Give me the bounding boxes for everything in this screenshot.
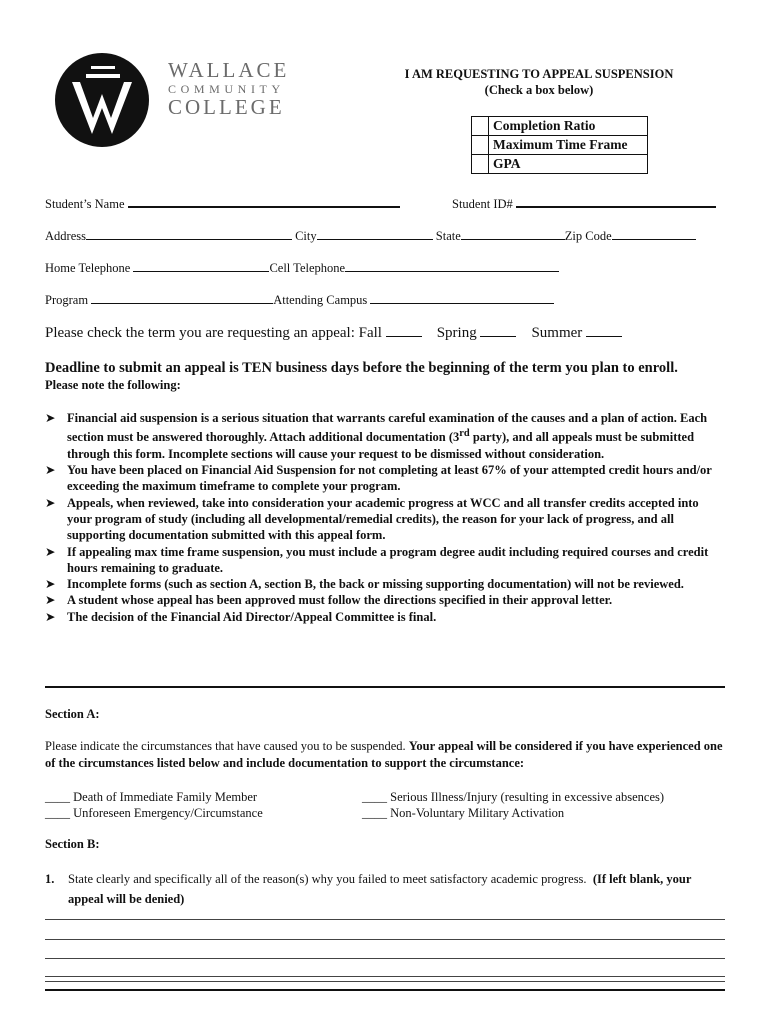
state-field[interactable] [461,228,565,240]
page-bottom-rule [45,989,725,991]
college-name-line2: COMMUNITY [168,82,285,96]
program-row [45,292,554,308]
term-row [45,325,622,342]
please-note-heading: Please note the following: [45,378,181,392]
completion-ratio-checkbox[interactable] [472,117,489,136]
question-1-warning: (If left blank, your appeal will be denied) [68,872,692,906]
circumstance-death[interactable]: ____ Death of Immediate Family Member [45,790,258,804]
gpa-label: GPA [489,155,648,174]
arrow-bullet-icon: ➤ [45,463,56,478]
cell-phone-field[interactable] [345,260,559,272]
gpa-checkbox[interactable] [472,155,489,174]
college-name [168,60,289,118]
suspension-type-checklist [471,116,648,174]
arrow-bullet-icon: ➤ [45,609,56,624]
student-name-row [45,195,400,212]
question-1 [45,869,725,909]
summer-term-field[interactable] [586,325,622,337]
student-id-row [452,195,716,212]
list-item: ➤ A student whose appeal has been approved must follow the directions specified in their approval letter. [45,593,613,608]
college-logo [54,52,150,148]
college-name-line1: WALLACE [168,58,290,82]
answer-line[interactable] [45,976,725,977]
circumstance-emergency[interactable]: ____ Unforeseen Emergency/Circumstance [45,806,263,820]
completion-ratio-label: Completion Ratio [489,117,648,136]
appeal-title: I AM REQUESTING TO APPEAL SUSPENSION [404,67,674,81]
student-name-label: Student’s Name [45,197,125,211]
question-1-number: 1. [45,872,55,886]
list-item: ➤ You have been placed on Financial Aid Suspension for not completing at least 67% of your attempted credit hours and/or exceeding the maximum timeframe to complete your program. [45,463,712,494]
address-row [45,228,696,244]
address-label: Address [45,229,86,243]
student-id-label: Student ID# [452,197,513,211]
answer-line[interactable] [45,981,725,982]
telephone-row [45,260,559,276]
fall-term-field[interactable] [386,325,422,337]
summer-label: Summer [531,325,583,341]
attending-campus-label: Attending Campus [273,293,368,307]
maximum-time-frame-checkbox[interactable] [472,136,489,155]
list-item: ➤ Financial aid suspension is a serious situation that warrants careful examination of the causes and a plan of action. Each section must be answered thoroughly. Attach additional documentation (3rd party), and all appeals must be submitted through this form. Incomplete sections will cause your request to be dismissed without consideration. [45,411,708,461]
question-1-text: State clearly and specifically all of the reason(s) why you failed to meet satisfactory academic progress. [68,872,587,886]
state-label: State [435,229,461,243]
spring-label: Spring [436,325,477,341]
arrow-bullet-icon: ➤ [45,593,56,608]
answer-line[interactable] [45,958,725,959]
notes-list [45,410,725,625]
arrow-bullet-icon: ➤ [45,577,56,592]
appeal-subtitle: (Check a box below) [484,83,594,97]
list-item: ➤ Appeals, when reviewed, take into consideration your academic progress at WCC and all transfer credits accepted into your program of study (including all developmental/remedial credits), the reason for your lack of progress, and all supporting documentation submitted with this appeal form. [45,495,699,543]
circumstance-illness[interactable]: ____ Serious Illness/Injury (resulting in excessive absences) [362,790,665,804]
circumstance-military[interactable]: ____ Non-Voluntary Military Activation [362,806,565,820]
appeal-title-block [380,66,698,98]
arrow-bullet-icon: ➤ [45,495,56,510]
answer-line[interactable] [45,939,725,940]
section-divider [45,686,725,688]
cell-phone-label: Cell Telephone [269,261,346,275]
section-a-heading: Section A: [45,707,100,721]
section-a-intro-bold: Your appeal will be considered if you have experienced one of the circumstances listed below and include documentation to support the circumstance: [45,739,723,770]
arrow-bullet-icon: ➤ [45,411,56,425]
student-name-field[interactable] [128,195,400,208]
section-b-heading: Section B: [45,837,100,851]
deadline-notice: Deadline to submit an appeal is TEN business days before the beginning of the term you plan to enroll. [45,360,678,376]
college-name-line3: COLLEGE [168,95,285,119]
section-a-intro [45,738,725,772]
list-item: ➤ If appealing max time frame suspension, you must include a program degree audit including required courses and credit hours remaining to graduate. [45,544,709,575]
arrow-bullet-icon: ➤ [45,544,56,559]
list-item: ➤ Incomplete forms (such as section A, section B, the back or missing supporting documentation) will not be reviewed. [45,577,684,592]
student-id-field[interactable] [516,195,716,208]
zip-field[interactable] [612,228,696,240]
home-phone-field[interactable] [133,260,269,272]
spring-term-field[interactable] [480,325,516,337]
program-field[interactable] [91,292,273,304]
home-phone-label: Home Telephone [45,261,131,275]
answer-line[interactable] [45,919,725,920]
address-field[interactable] [86,228,292,240]
term-prompt: Please check the term you are requesting an appeal: Fall [45,325,382,341]
zip-label: Zip Code [564,229,612,243]
maximum-time-frame-label: Maximum Time Frame [489,136,648,155]
program-label: Program [45,293,89,307]
attending-campus-field[interactable] [370,292,554,304]
list-item: ➤ The decision of the Financial Aid Director/Appeal Committee is final. [45,609,437,624]
city-field[interactable] [317,228,433,240]
city-label: City [295,229,317,243]
section-a-intro-text: Please indicate the circumstances that have caused you to be suspended. [45,739,406,753]
